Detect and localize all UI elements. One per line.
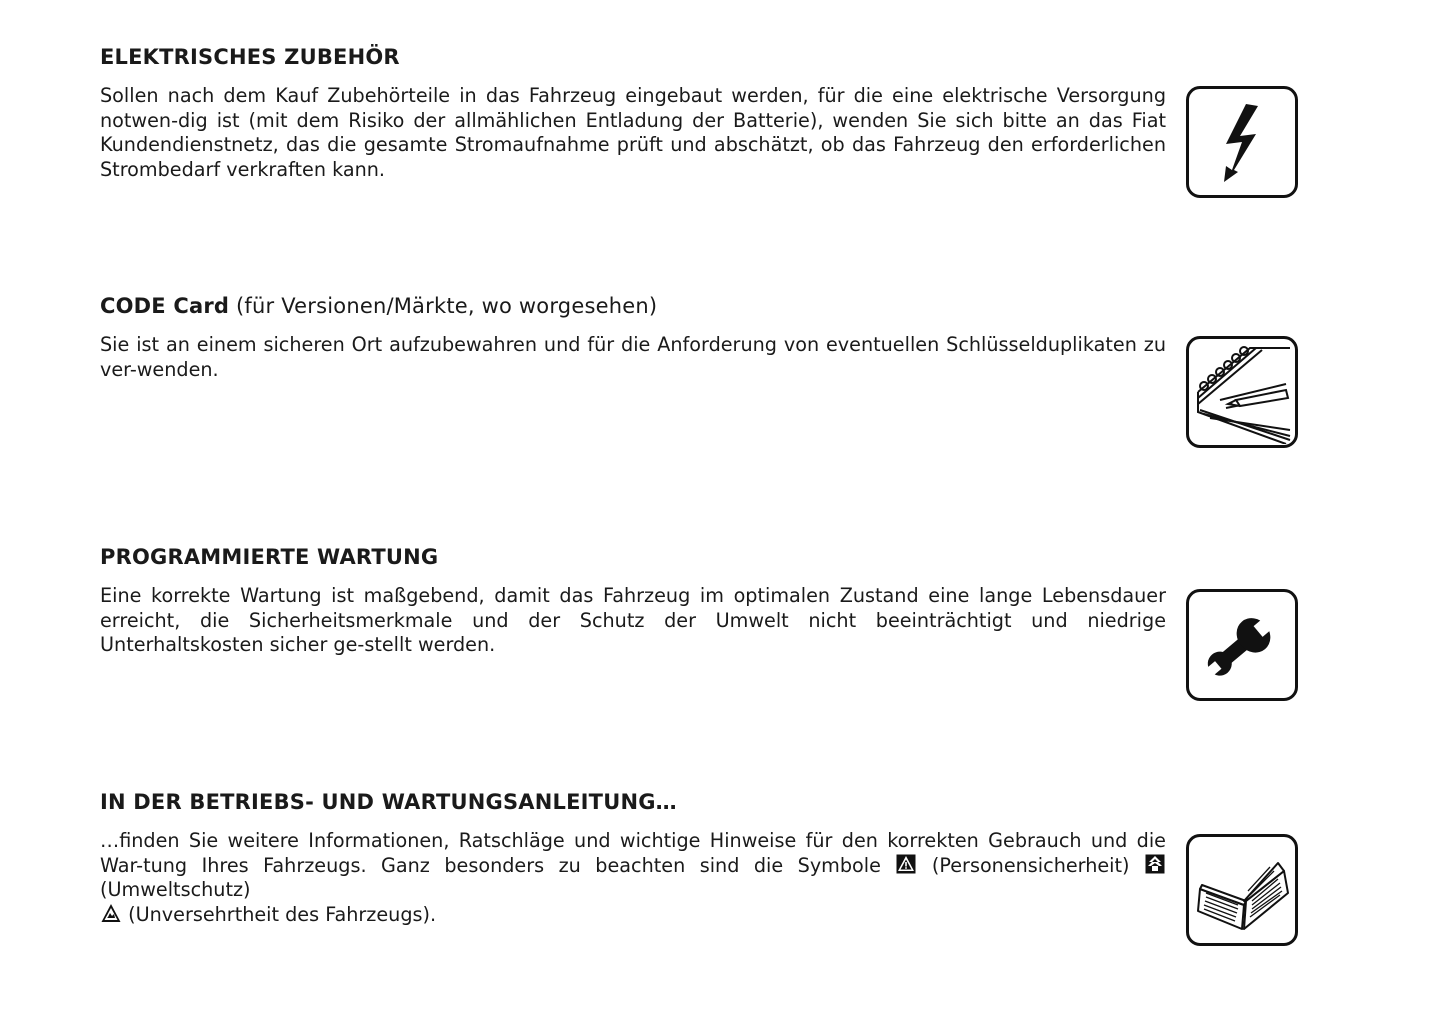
vehicle-integrity-icon xyxy=(101,903,121,923)
body-text-part: (Umweltschutz) xyxy=(100,878,251,901)
section-owner-manual xyxy=(100,789,1166,927)
section-title: PROGRAMMIERTE WARTUNG xyxy=(100,545,439,569)
notebook-pencil-icon xyxy=(1186,336,1298,448)
section-body: Sollen nach dem Kauf Zubehörteile in das Fahrzeug eingebaut werden, für die eine elektrische Versorgung notwen-dig ist (mit dem Risiko der allmählichen Entladung der Batterie), wenden Sie sich bitte an das Fiat Kundendienstnetz, das die gesamte Stromaufnahme prüft und abschätzt, ob das Fahrzeug den erforderlichen Strombedarf verkraften kann. xyxy=(100,84,1166,181)
section-body: Sie ist an einem sicheren Ort aufzubewahren und für die Anforderung von eventuellen Schlüsselduplikaten zu ver-wenden. xyxy=(100,333,1166,381)
section-body: Eine korrekte Wartung ist maßgebend, damit das Fahrzeug im optimalen Zustand eine lange Lebensdauer erreicht, die Sicherheitsmerkmale und der Schutz der Umwelt nicht beeinträchtigt und niedrige Unterhaltskosten sicher ge-stellt werden. xyxy=(100,584,1166,656)
section-title: ELEKTRISCHES ZUBEHÖR xyxy=(100,45,400,69)
section-body xyxy=(100,829,1166,927)
section-code-card xyxy=(100,293,1166,382)
body-text-part: …finden Sie weitere Informationen, Ratschläge und wichtige Hinweise für den korrekten Gebrauch und die War-tung Ihres Fahrzeugs. Ganz besonders zu beachten sind die Symbole xyxy=(100,829,1166,877)
section-title-main: CODE Card xyxy=(100,294,230,318)
section-title-suffix: (für Versionen/Märkte, wo worgesehen) xyxy=(229,294,658,318)
section-scheduled-maintenance xyxy=(100,544,1166,658)
wrench-icon xyxy=(1186,589,1298,701)
environment-icon xyxy=(1145,854,1165,874)
body-text-part: (Personensicherheit) xyxy=(917,853,1144,877)
section-title xyxy=(100,293,1166,319)
open-book-icon xyxy=(1186,834,1298,946)
section-electrical-accessories xyxy=(100,44,1166,182)
lightning-icon xyxy=(1186,86,1298,198)
section-title: IN DER BETRIEBS- UND WARTUNGSANLEITUNG… xyxy=(100,790,677,814)
body-text-part: (Unversehrtheit des Fahrzeugs). xyxy=(122,902,437,926)
person-safety-icon xyxy=(896,854,916,874)
